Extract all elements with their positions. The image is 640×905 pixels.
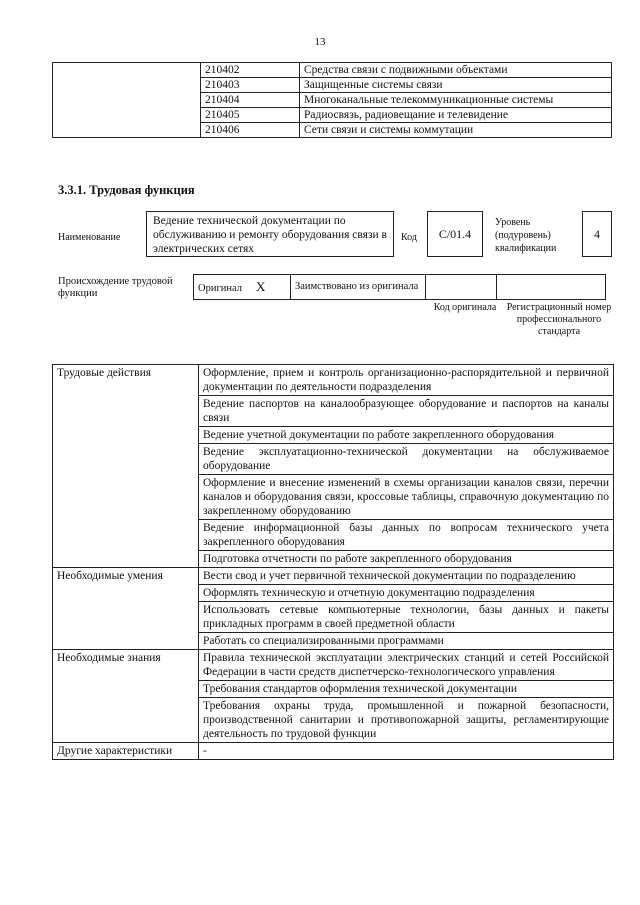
table-row <box>53 568 614 585</box>
specialty-code: 210402 <box>201 63 300 78</box>
code-original-cell <box>426 275 497 300</box>
section-title: 3.3.1. Трудовая функция <box>58 183 195 197</box>
table-row <box>53 63 612 78</box>
knowledge-item: Правила технической эксплуатации электрических станций и сетей Российской Федерации в части средств диспетчерско-технологического управления <box>199 650 614 681</box>
skill-item: Оформлять техническую и отчетную документацию подразделения <box>199 585 614 602</box>
origin-table <box>193 274 606 300</box>
reg-number-cell <box>497 275 606 300</box>
original-cell <box>194 275 291 300</box>
function-details-table <box>52 364 614 760</box>
empty-cell <box>53 63 201 138</box>
specialty-name: Радиосвязь, радиовещание и телевидение <box>300 108 612 123</box>
other-characteristics-value: - <box>199 743 614 760</box>
original-label: Оригинал <box>198 283 242 294</box>
specialty-code: 210404 <box>201 93 300 108</box>
table-row <box>53 743 614 760</box>
borrowed-label: Заимствовано из оригинала <box>291 275 426 300</box>
code-original-label: Код оригинала <box>433 302 497 313</box>
labor-action-item: Ведение паспортов на каналообразующее оборудование и паспортов на каналы связи <box>199 396 614 427</box>
specialty-name: Сети связи и системы коммутации <box>300 123 612 138</box>
skills-label: Необходимые умения <box>53 568 199 650</box>
specialty-code: 210403 <box>201 78 300 93</box>
labor-actions-label: Трудовые действия <box>53 365 199 568</box>
skill-item: Использовать сетевые компьютерные технологии, базы данных и пакеты прикладных программ в своей предметной области <box>199 602 614 633</box>
labor-action-item: Подготовка отчетности по работе закрепленного оборудования <box>199 551 614 568</box>
origin-label: Происхождение трудовой функции <box>58 276 173 299</box>
specialty-code-table <box>52 62 612 138</box>
specialty-code: 210406 <box>201 123 300 138</box>
registration-number-label: Регистрационный номер профессионального стандарта <box>506 302 612 337</box>
labor-action-item: Ведение учетной документации по работе закрепленного оборудования <box>199 427 614 444</box>
knowledge-label: Необходимые знания <box>53 650 199 743</box>
labor-action-item: Оформление и внесение изменений в схемы организации каналов связи, перечни каналов и оборудования связи, кроссовые таблицы, справочную документацию по закрепленному оборудованию <box>199 475 614 520</box>
other-characteristics-label: Другие характеристики <box>53 743 199 760</box>
specialty-name: Многоканальные телекоммуникационные системы <box>300 93 612 108</box>
qualification-level-box: 4 <box>582 211 612 257</box>
labor-action-item: Ведение эксплуатационно-технической документации на обслуживаемое оборудование <box>199 444 614 475</box>
skill-item: Работать со специализированными программами <box>199 633 614 650</box>
name-label: Наименование <box>58 232 121 243</box>
function-name-box: Ведение технической документации по обслуживанию и ремонту оборудования связи в электрических сетях <box>146 211 394 257</box>
table-row <box>194 275 606 300</box>
labor-action-item: Оформление, прием и контроль организационно-распорядительной и первичной документации по деятельности подразделения <box>199 365 614 396</box>
labor-action-item: Ведение информационной базы данных по вопросам технического учета закрепленного оборудования <box>199 520 614 551</box>
specialty-name: Средства связи с подвижными объектами <box>300 63 612 78</box>
table-row <box>53 365 614 396</box>
code-label: Код <box>401 232 417 243</box>
function-code-box: C/01.4 <box>427 211 483 257</box>
original-mark: X <box>256 279 266 294</box>
qualification-level-label: Уровень (подуровень) квалификации <box>495 217 557 254</box>
specialty-name: Защищенные системы связи <box>300 78 612 93</box>
skill-item: Вести свод и учет первичной технической документации по подразделению <box>199 568 614 585</box>
table-row <box>53 650 614 681</box>
knowledge-item: Требования охраны труда, промышленной и пожарной безопасности, производственной санитарии и противопожарной защиты, регламентирующие деятельность по трудовой функции <box>199 698 614 743</box>
specialty-code: 210405 <box>201 108 300 123</box>
page-number: 13 <box>314 36 326 48</box>
knowledge-item: Требования стандартов оформления технической документации <box>199 681 614 698</box>
